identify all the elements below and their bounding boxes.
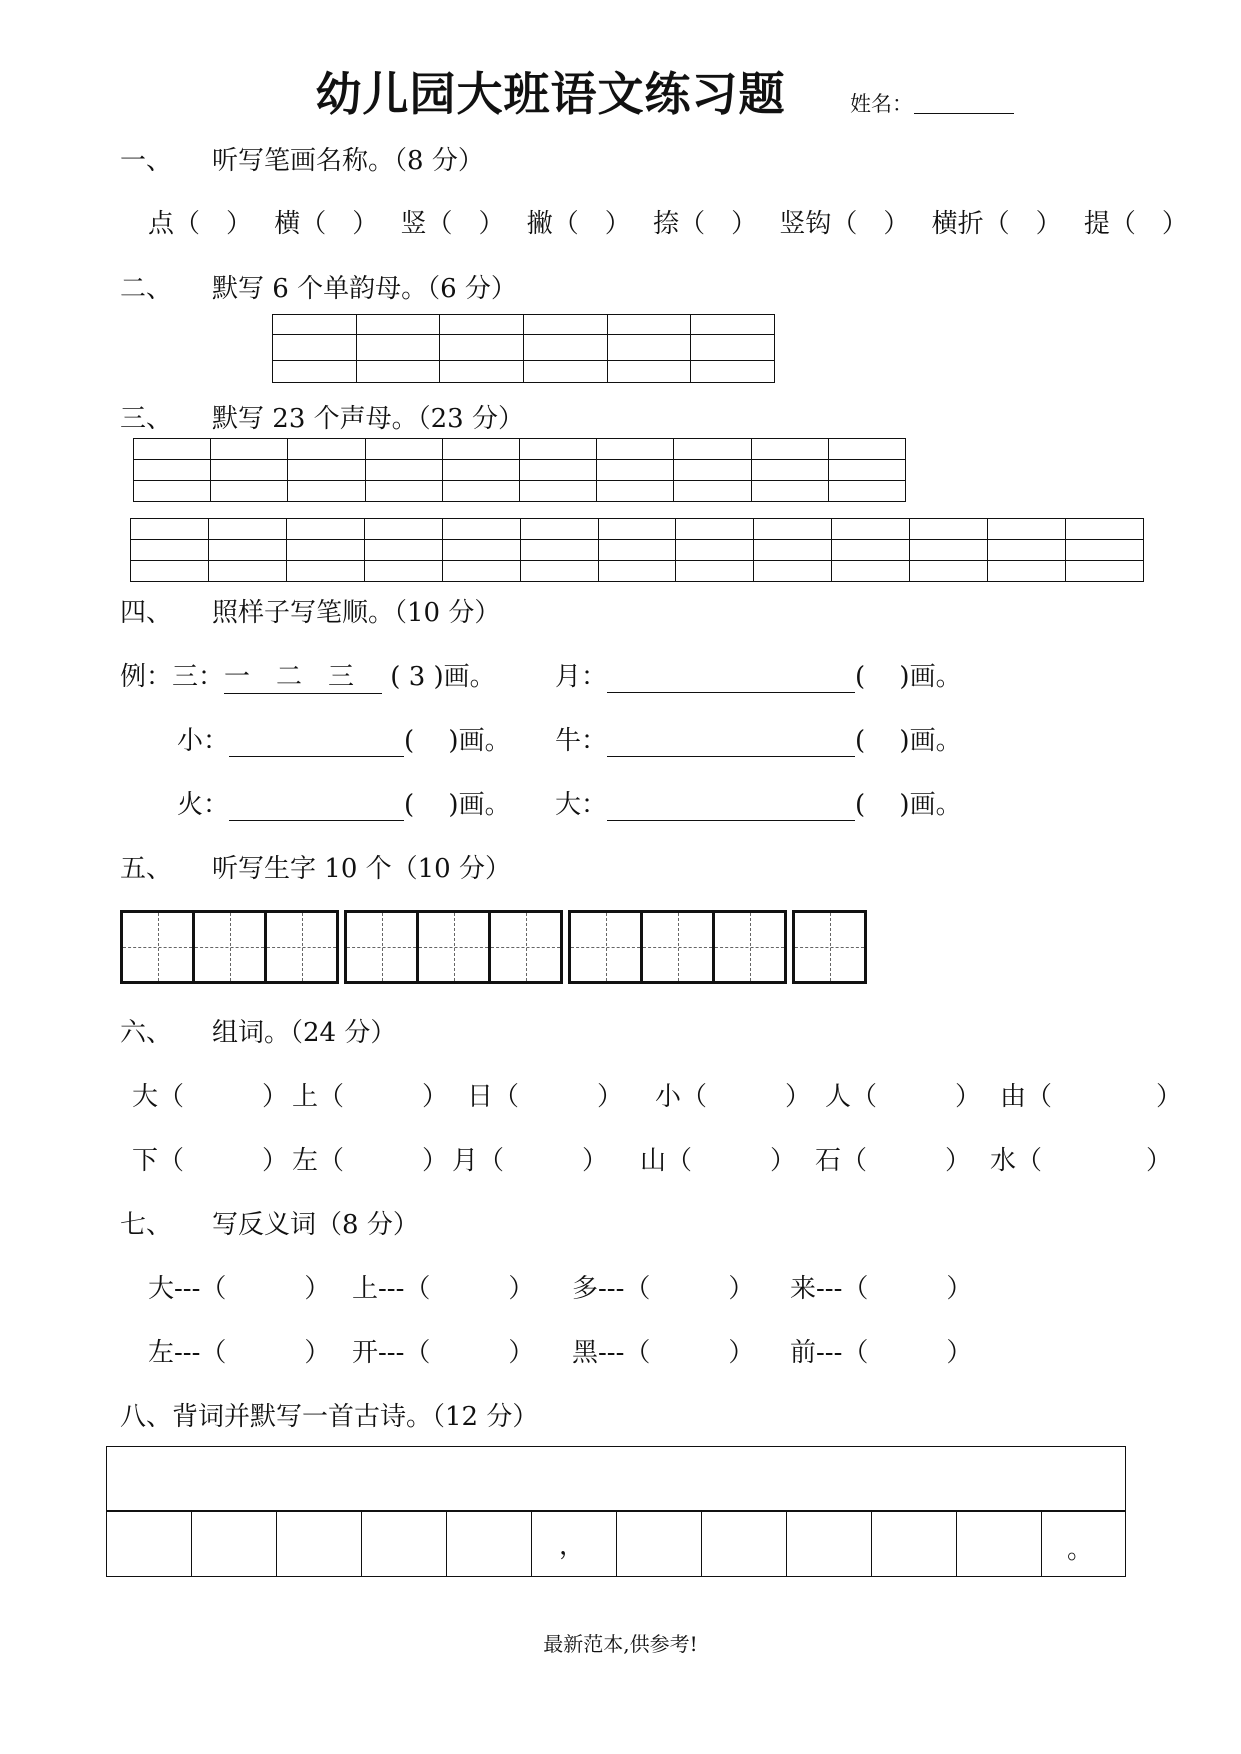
answer-line[interactable] (229, 726, 404, 757)
tian-grid-cell[interactable] (416, 910, 491, 984)
stroke-item: 点（ ） (148, 209, 253, 239)
section-1-heading: 一、 听写笔画名称。（8 分） (120, 146, 484, 176)
word-item: 石（ ） (815, 1146, 972, 1176)
stroke-order-example: 例：三：一 二 三 ( 3 )画。 (120, 656, 496, 694)
stroke-order-item: 月： ( )画。 (555, 662, 962, 692)
stroke-item: 提（ ） (1083, 209, 1188, 239)
word-item: 日（ ） (467, 1082, 624, 1112)
initials-grid-1[interactable] (133, 438, 906, 502)
stroke-item: 竖钩（ ） (779, 209, 910, 239)
antonym-item: 大---（ ） (148, 1274, 331, 1304)
section-6-heading: 六、 组词。（24 分） (120, 1018, 397, 1048)
word-item: 山（ ） (640, 1146, 797, 1176)
poem-cell-row[interactable] (106, 1510, 1126, 1577)
tian-grid-cell[interactable] (792, 910, 867, 984)
word-item: 左（ ） (292, 1146, 449, 1176)
stroke-item: 捺（ ） (653, 209, 758, 239)
antonym-row-2 (148, 1332, 972, 1369)
word-item: 大（ ） (132, 1082, 289, 1112)
answer-line[interactable] (229, 790, 404, 821)
section-4-heading: 四、 照样子写笔顺。（10 分） (120, 598, 501, 628)
stroke-order-item: 大： ( )画。 (555, 790, 962, 820)
footer-note: 最新范本,供参考! (543, 1632, 698, 1656)
antonym-item: 左---（ ） (148, 1338, 331, 1368)
antonym-item: 上---（ ） (352, 1274, 535, 1304)
antonym-item: 前---（ ） (790, 1338, 973, 1368)
stroke-names-row (148, 203, 1188, 240)
poem-comma: ， (559, 1531, 586, 1561)
word-item: 下（ ） (132, 1146, 289, 1176)
poem-title-box[interactable] (106, 1446, 1126, 1512)
word-item: 月（ ） (452, 1146, 609, 1176)
section-3-heading: 三、 默写 23 个声母。（23 分） (120, 404, 524, 434)
tian-grid-cell[interactable] (568, 910, 643, 984)
section-2-heading: 二、 默写 6 个单韵母。（6 分） (120, 274, 517, 304)
word-item: 上（ ） (292, 1082, 449, 1112)
antonym-item: 来---（ ） (790, 1274, 973, 1304)
antonym-row-1 (148, 1268, 972, 1305)
name-field[interactable] (914, 113, 1014, 114)
stroke-order-item: 火： ( )画。 (177, 790, 511, 820)
word-item: 小（ ） (655, 1082, 812, 1112)
section-8-heading: 八、背词并默写一首古诗。（12 分） (120, 1402, 539, 1432)
poem-period: 。 (1067, 1535, 1094, 1565)
stroke-item: 撇（ ） (526, 209, 631, 239)
antonym-item: 黑---（ ） (572, 1338, 755, 1368)
word-item: 由（ ） (1000, 1082, 1183, 1112)
word-item: 水（ ） (990, 1146, 1173, 1176)
answer-line[interactable] (607, 726, 855, 757)
answer-line[interactable] (607, 662, 855, 693)
word-building-row-2 (132, 1140, 1172, 1177)
page-title: 幼儿园大班语文练习题 (315, 67, 786, 121)
initials-grid-2[interactable] (130, 518, 1144, 582)
section-7-heading: 七、 写反义词（8 分） (120, 1210, 419, 1240)
stroke-item: 横折（ ） (931, 209, 1062, 239)
tian-grid-cell[interactable] (192, 910, 267, 984)
vowel-writing-grid[interactable] (272, 314, 775, 383)
stroke-order-item: 牛： ( )画。 (555, 726, 962, 756)
section-5-heading: 五、 听写生字 10 个（10 分） (120, 854, 511, 884)
tian-grid-cell[interactable] (120, 910, 195, 984)
name-label: 姓名： (850, 92, 913, 116)
answer-line[interactable] (607, 790, 855, 821)
stroke-order-item: 小： ( )画。 (177, 726, 511, 756)
tian-grid-cell[interactable] (264, 910, 339, 984)
tian-grid-cell[interactable] (488, 910, 563, 984)
word-building-row-1 (132, 1076, 1182, 1113)
word-item: 人（ ） (825, 1082, 982, 1112)
stroke-item: 横（ ） (274, 209, 379, 239)
tian-grid-cell[interactable] (712, 910, 787, 984)
tian-grid-cell[interactable] (640, 910, 715, 984)
antonym-item: 开---（ ） (352, 1338, 535, 1368)
antonym-item: 多---（ ） (572, 1274, 755, 1304)
tian-grid-cell[interactable] (344, 910, 419, 984)
stroke-item: 竖（ ） (400, 209, 505, 239)
